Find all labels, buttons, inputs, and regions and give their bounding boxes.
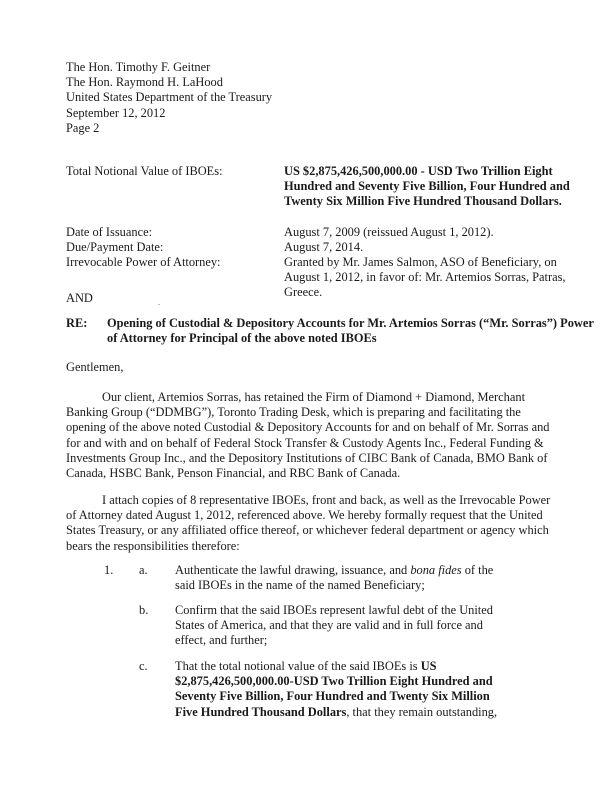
item-b-text: Confirm that the said IBOEs represent lawful debt of the United States of America, and that they are valid and in full force and effect, and further; (175, 603, 493, 648)
and-text: AND (66, 291, 93, 305)
paragraph-2 (66, 493, 554, 554)
poa-value: Granted by Mr. James Salmon, ASO of Beneficiary, on August 1, 2012, in favor of: Mr. Artemios Sorras, Patras, Greece. (284, 255, 566, 300)
due-value: August 7, 2014. (284, 240, 364, 254)
poa-label: Irrevocable Power of Attorney: (66, 255, 221, 269)
item-b-letter: b. (139, 603, 149, 617)
total-value-label: Total Notional Value of IBOEs: (66, 164, 223, 178)
item-c-letter: c. (139, 659, 148, 673)
department: United States Department of the Treasury (66, 90, 273, 105)
item-c-text-1: That the total notional value of the said IBOEs is (175, 659, 421, 673)
item-a-emphasis: bona fides (410, 563, 462, 577)
paragraph-1 (66, 390, 554, 481)
total-value-text: US $2,875,426,500,000.00 - USD Two Trillion Eight Hundred and Seventy Five Billion, Four Hundred and Twenty Six Million Five Hundred Thousand Dollars. (284, 164, 570, 209)
scan-speck (158, 304, 160, 305)
item-c-text-2: , that they remain outstanding, (346, 704, 498, 719)
list-number: 1. (104, 563, 114, 577)
item-a-text-2: of the said IBOEs in the name of the named Beneficiary; (175, 563, 494, 593)
item-a-text (175, 563, 515, 593)
re-subject: Opening of Custodial & Depository Accounts for Mr. Artemios Sorras (“Mr. Sorras”) Power of Attorney for Principal of the above noted IBOEs (107, 316, 594, 346)
paragraph-2-text: I attach copies of 8 representative IBOEs, front and back, as well as the Irrevocable Power of Attorney dated August 1, 2012, referenced above. We hereby formally request that the United States Treasury, or any affiliated office thereof, or whichever federal department or agency which bears the responsibilities therefore: (66, 493, 551, 553)
letter-date: September 12, 2012 (66, 105, 166, 120)
addressee-2: The Hon. Raymond H. LaHood (66, 75, 223, 90)
item-c-text (175, 659, 515, 720)
greeting: Gentlemen, (66, 360, 124, 374)
letter-header (66, 60, 272, 136)
item-a-text-1: Authenticate the lawful drawing, issuance, and (175, 563, 411, 577)
due-label: Due/Payment Date: (66, 240, 164, 254)
addressee-1: The Hon. Timothy F. Geitner (66, 60, 211, 74)
item-c-amount: US $2,875,426,500,000.00-USD Two Trillion Eight Hundred and Seventy Five Billion, Four Hundred and Twenty Six Million Five Hundred Thousand Dollars (175, 659, 493, 719)
paragraph-1-text: Our client, Artemios Sorras, has retained the Firm of Diamond + Diamond, Merchant Banking Group (“DDMBG”), Toronto Trading Desk, which is preparing and facilitating the opening of the above noted Custodial & Depository Accounts for and on behalf of Mr. Sorras and for and with and on behalf of Federal Stock Transfer & Custody Agents Inc., Federal Funding & Investments Group Inc., and the Depository Institutions of CIBC Bank of Canada, BMO Bank of Canada, HSBC Bank, Penson Financial, and RBC Bank of Canada. (66, 390, 550, 481)
item-a-letter: a. (139, 563, 148, 577)
page-number: Page 2 (66, 120, 100, 135)
issuance-label: Date of Issuance: (66, 225, 153, 239)
re-label: RE: (66, 316, 88, 330)
issuance-value: August 7, 2009 (reissued August 1, 2012). (284, 225, 494, 239)
